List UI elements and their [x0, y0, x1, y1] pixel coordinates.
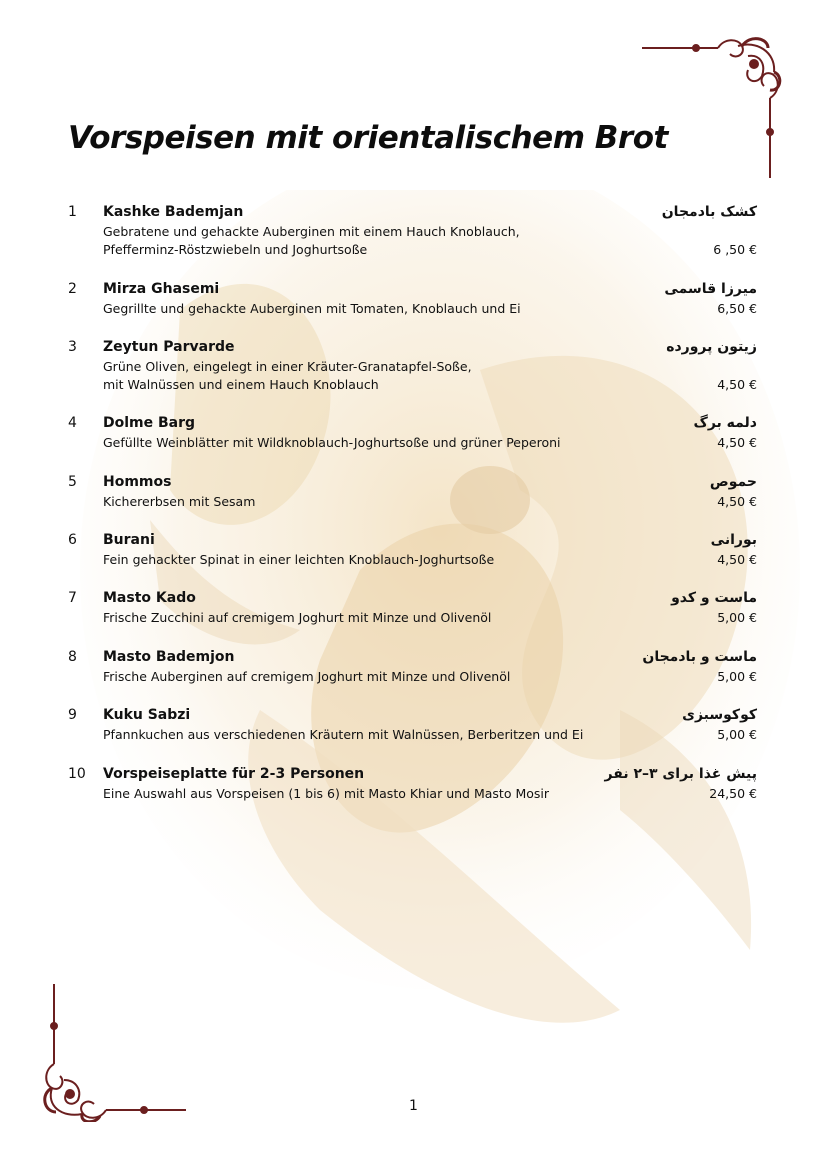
item-name: Hommos: [103, 474, 172, 490]
item-price: 4,50 €: [717, 377, 757, 392]
item-description: [103, 223, 603, 259]
item-description: [103, 434, 603, 452]
item-name-persian: دلمه برگ: [693, 415, 757, 431]
description-line: Frische Zucchini auf cremigem Joghurt mit Minze und Olivenöl: [103, 610, 492, 625]
item-name: Masto Kado: [103, 590, 196, 606]
item-price: 24,50 €: [709, 786, 757, 801]
item-number: 6: [68, 532, 77, 548]
item-price: 5,00 €: [717, 669, 757, 684]
item-number: 7: [68, 590, 77, 606]
item-name: Burani: [103, 532, 155, 548]
item-price: 5,00 €: [717, 727, 757, 742]
item-price: 5,00 €: [717, 610, 757, 625]
item-name-persian: ماست و کدو: [671, 590, 757, 606]
description-line: Kichererbsen mit Sesam: [103, 494, 256, 509]
item-price: 6,50 €: [717, 301, 757, 316]
item-name-persian: میرزا قاسمی: [664, 281, 757, 297]
item-name-persian: کوکوسبزی: [682, 707, 757, 723]
description-line: Gegrillte und gehackte Auberginen mit Tomaten, Knoblauch und Ei: [103, 301, 521, 316]
menu-item: [0, 414, 827, 474]
item-description: [103, 726, 603, 744]
page-title: Vorspeisen mit orientalischem Brot: [68, 120, 668, 156]
item-description: [103, 609, 603, 627]
description-line: mit Walnüssen und einem Hauch Knoblauch: [103, 377, 379, 392]
description-line: Eine Auswahl aus Vorspeisen (1 bis 6) mit Masto Khiar und Masto Mosir: [103, 786, 549, 801]
description-line: Gefüllte Weinblätter mit Wildknoblauch-Joghurtsoße und grüner Peperoni: [103, 435, 561, 450]
item-name-persian: حموص: [709, 474, 757, 490]
item-number: 5: [68, 474, 77, 490]
item-description: [103, 668, 603, 686]
item-name: Zeytun Parvarde: [103, 339, 235, 355]
item-number: 10: [68, 766, 86, 782]
item-description: [103, 493, 603, 511]
item-number: 2: [68, 281, 77, 297]
item-number: 9: [68, 707, 77, 723]
item-name-persian: ماست و بادمجان: [642, 649, 757, 665]
item-price: 4,50 €: [717, 552, 757, 567]
item-name: Kuku Sabzi: [103, 707, 191, 723]
item-name-persian: زیتون پرورده: [666, 339, 757, 355]
item-description: [103, 300, 603, 318]
corner-ornament-top-right: [638, 36, 784, 182]
item-name: Dolme Barg: [103, 415, 196, 431]
description-line: Pfefferminz-Röstzwiebeln und Joghurtsoße: [103, 242, 368, 257]
item-description: [103, 551, 603, 569]
item-name-persian: پیش غذا برای ۳–۲ نفر: [604, 766, 757, 782]
menu-item: [0, 473, 827, 533]
menu-item: [0, 338, 827, 398]
menu-item: [0, 765, 827, 825]
item-number: 1: [68, 204, 77, 220]
menu-item: [0, 706, 827, 766]
item-name: Mirza Ghasemi: [103, 281, 220, 297]
description-line: Pfannkuchen aus verschiedenen Kräutern mit Walnüssen, Berberitzen und Ei: [103, 727, 584, 742]
item-name-persian: بورانی: [710, 532, 757, 548]
item-price: 4,50 €: [717, 494, 757, 509]
menu-item: [0, 531, 827, 591]
item-description: [103, 358, 603, 394]
item-name: Kashke Bademjan: [103, 204, 244, 220]
description-line: Gebratene und gehackte Auberginen mit einem Hauch Knoblauch,: [103, 224, 520, 239]
item-name-persian: کشک بادمجان: [661, 204, 757, 220]
item-name: Vorspeiseplatte für 2-3 Personen: [103, 766, 365, 782]
description-line: Grüne Oliven, eingelegt in einer Kräuter-Granatapfel-Soße,: [103, 359, 472, 374]
item-name: Masto Bademjon: [103, 649, 235, 665]
item-number: 8: [68, 649, 77, 665]
menu-item: [0, 203, 827, 263]
menu-item: [0, 280, 827, 340]
item-description: [103, 785, 603, 803]
page-number: 1: [409, 1098, 418, 1114]
menu-item: [0, 589, 827, 649]
item-number: 3: [68, 339, 77, 355]
item-price: 4,50 €: [717, 435, 757, 450]
description-line: Fein gehackter Spinat in einer leichten Knoblauch-Joghurtsoße: [103, 552, 495, 567]
item-price: 6 ,50 €: [713, 242, 757, 257]
item-number: 4: [68, 415, 77, 431]
description-line: Frische Auberginen auf cremigem Joghurt mit Minze und Olivenöl: [103, 669, 511, 684]
menu-item: [0, 648, 827, 708]
